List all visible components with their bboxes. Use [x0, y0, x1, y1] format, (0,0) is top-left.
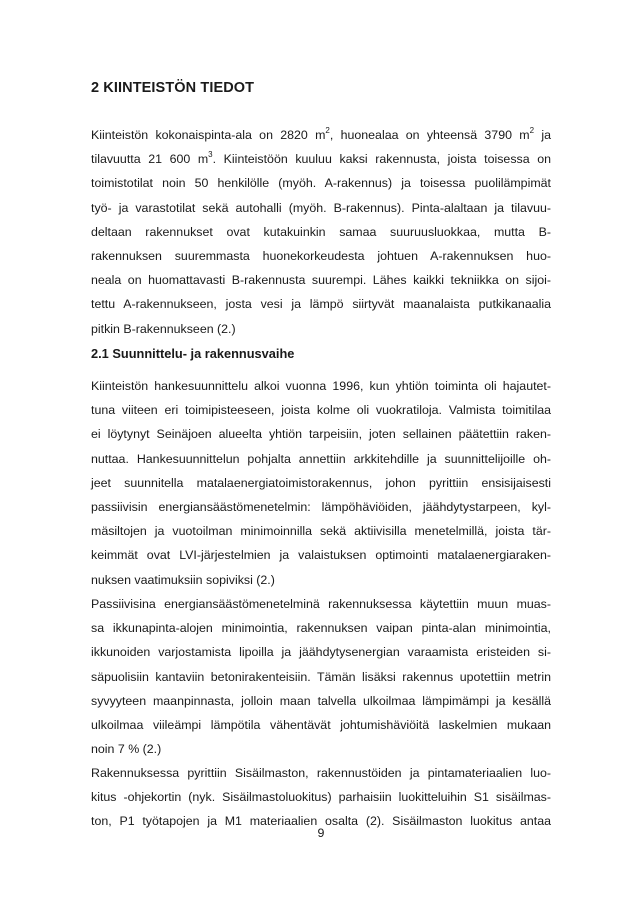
text-line: säpuolisiin kantaviin betonirakenteisiin. Tämän lisäksi rakennus upotettiin metrin	[91, 669, 551, 684]
text-line: Rakennuksessa pyrittiin Sisäilmaston, rakennustöiden ja pintamateriaalien luo-	[91, 766, 551, 780]
text-line: pitkin B-rakennukseen (2.)	[91, 321, 236, 336]
paragraph-property-info	[91, 127, 551, 345]
text-line: ton, P1 työtapojen ja M1 materiaalien osalta (2). Sisäilmaston luokitus antaa	[91, 814, 551, 829]
superscript: 2	[529, 125, 535, 135]
text-line: ikkunoiden varjostamista lipoilla ja jäähdytysenergian varaamista eristeiden si-	[91, 645, 551, 660]
text-line: noin 7 % (2.)	[91, 742, 162, 757]
text-line: neala on huomattavasti B-rakennusta suurempi. Lähes kaikki tekniikka on sijoi-	[91, 273, 551, 288]
text-fragment: Kiinteistön kokonaispinta-ala on 2820 m	[91, 128, 326, 142]
text-fragment: . Kiinteistöön kuuluu kaksi rakennusta, joista toisessa on	[212, 152, 551, 167]
paragraph-planning	[91, 378, 551, 596]
text-line: deltaan rakennukset ovat kutakuinkin samaa suuruusluokkaa, mutta B-	[91, 224, 551, 239]
text-line: keimmät ovat LVI-järjestelmien ja valaistuksen optimointi matalaenergiaraken-	[91, 548, 551, 563]
text-line: toimistotilat noin 50 henkilölle (myöh. A-rakennus) ja toisessa puolilämpimät	[91, 176, 551, 191]
text-line: sa ikkunapinta-alojen minimointia, rakennuksen vaipan pinta-alan minimointia,	[91, 621, 551, 636]
text-line: Passiivisina energiansäästömenetelminä rakennuksessa käytettiin muun muas-	[91, 597, 551, 611]
text-line	[91, 127, 551, 151]
text-line: tettu A-rakennukseen, josta vesi ja lämpö siirtyvät maanalaista putkikanaalia	[91, 297, 551, 312]
section-heading: 2 KIINTEISTÖN TIEDOT	[91, 80, 255, 96]
text-line: työ- ja varastotilat sekä autohalli (myöh. B-rakennus). Pinta-alaltaan ja tilavuu-	[91, 200, 551, 215]
text-line: nuksen vaatimuksiin sopiviksi (2.)	[91, 572, 275, 587]
text-line: passiivisin energiansäästömenetelmin: lämpöhäviöiden, jäähdytystarpeen, kyl-	[91, 499, 551, 514]
subsection-heading: 2.1 Suunnittelu- ja rakennusvaihe	[91, 346, 295, 361]
text-line: jeet suunnitella matalaenergiatoimistorakennus, johon pyrittiin ensisijaisesti	[91, 475, 551, 490]
text-line: Kiinteistön hankesuunnittelu alkoi vuonna 1996, kun yhtiön toiminta oli hajautet-	[91, 379, 551, 393]
superscript: 3	[208, 150, 213, 160]
text-line: kitus -ohjekortin (nyk. Sisäilmastoluokitus) parhaisiin luokitteluihin S1 sisäilmas-	[91, 790, 551, 805]
text-line: mäsiltojen ja vuotoilman minimoinnilla sekä aktiivisilla menetelmillä, joista tär-	[91, 524, 551, 539]
text-fragment: , huonealaa on yhteensä 3790 m	[329, 128, 530, 142]
text-line	[91, 151, 551, 175]
text-line: rakennuksen suuremmasta huonekorkeudesta johtuen A-rakennuksen huo-	[91, 248, 551, 263]
text-line: syvyyteen maanpinnasta, jolloin maan talvella ulkoilmaa lämpimämpi ja kesällä	[91, 693, 551, 708]
paragraph-passive-methods	[91, 596, 551, 765]
superscript: 2	[325, 125, 330, 135]
text-line: tuna viiteen eri toimipisteeseen, joista kolme oli vuokratiloja. Valmista toimitilaa	[91, 403, 551, 418]
page-number: 9	[317, 826, 325, 840]
text-line: nuttaa. Hankesuunnittelun pohjalta annettiin arkkitehdille ja suunnittelijoille oh-	[91, 451, 551, 466]
text-line: ulkoilmaa viileämpi lämpötila vähentävät johtumishäviöitä laskelmien mukaan	[91, 717, 551, 732]
text-fragment: ja	[534, 128, 551, 142]
text-fragment: tilavuutta 21 600 m	[91, 152, 209, 167]
text-line: ei löytynyt Seinäjoen alueelta yhtiön tarpeisiin, joten sellainen päätettiin raken-	[91, 427, 551, 442]
